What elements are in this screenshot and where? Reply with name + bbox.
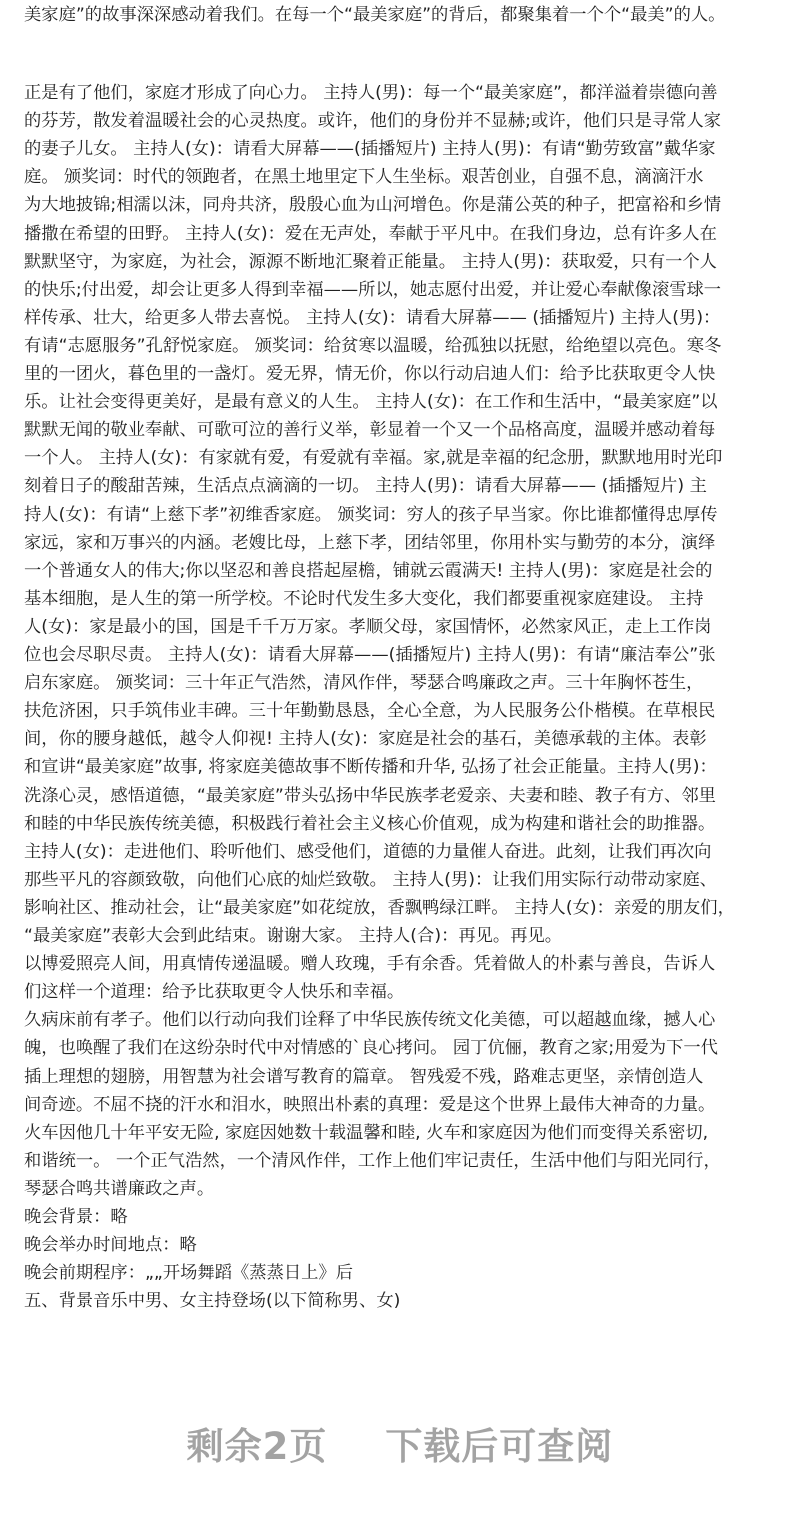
- text-line: 里的一团火，暮色里的一盏灯。爱无界，情无价，你以行动启迪人们：给予比获取更令人快: [24, 364, 716, 384]
- download-hint-label: 下载后可查阅: [385, 1425, 614, 1468]
- text-line: 们这样一个道理：给予比获取更令人快乐和幸福。: [24, 982, 405, 1003]
- remaining-pages-banner[interactable]: [0, 1416, 800, 1472]
- text-line: 久病床前有孝子。他们以行动向我们诠释了中华民族传统文化美德，可以超越血缘，撼人心: [24, 1010, 716, 1031]
- text-line: 五、背景音乐中男、女主持登场(以下简称男、女): [24, 1291, 401, 1312]
- text-line: 正是有了他们，家庭才形成了向心力。 主持人(男)：每一个“最美家庭”，都洋溢着崇德向善: [24, 83, 718, 103]
- text-line: 间奇迹。不屈不挠的汗水和泪水，映照出朴素的真理：爱是这个世界上最伟大神奇的力量。: [24, 1094, 716, 1115]
- text-line: 和宣讲“最美家庭”故事, 将家庭美德故事不断传播和升华, 弘扬了社会正能量。主持人(男)：: [24, 757, 717, 778]
- text-line: 洗涤心灵，感悟道德，“最美家庭”带头弘扬中华民族孝老爱亲、夫妻和睦、教子有方、邻里: [24, 785, 716, 806]
- text-line: 主持人(女)：走进他们、聆听他们、感受他们，道德的力量催人奋进。此刻，让我们再次向: [24, 841, 712, 862]
- text-line: 为大地披锦;相濡以沫，同舟共济，殷殷心血为山河增色。你是蒲公英的种子，把富裕和乡情: [24, 195, 722, 216]
- remaining-pages-label: 剩余2页: [186, 1425, 328, 1468]
- text-line: 美家庭”的故事深深感动着我们。在每一个“最美家庭”的背后，都聚集着一个个“最美”的人。: [24, 5, 726, 25]
- text-line: 扶危济困，只手筑伟业丰碑。三十年勤勤恳恳，全心全意，为人民服务公仆楷模。在草根民: [24, 701, 716, 722]
- text-line: 一个人。 主持人(女)：有家就有爱，有爱就有幸福。家,就是幸福的纪念册，默默地用时光印: [24, 448, 723, 469]
- text-line: 那些平凡的容颜致敬，向他们心底的灿烂致敬。 主持人(男)：让我们用实际行动带动家庭、: [24, 869, 717, 890]
- text-line: 默默无闻的敬业奉献、可歌可泣的善行义举，彰显着一个又一个品格高度，温暖并感动着每: [24, 420, 716, 441]
- text-line: 火车因他几十年平安无险, 家庭因她数十载温馨和睦, 火车和家庭因为他们而变得关系密切,: [24, 1122, 709, 1143]
- text-line: 魄，也唤醒了我们在这纷杂时代中对情感的`良心拷问。 园丁伉俪，教育之家;用爱为下一代: [24, 1038, 718, 1059]
- text-line: 的快乐;付出爱，却会让更多人得到幸福——所以，她志愿付出爱，并让爱心奉献像滚雪球一: [24, 279, 722, 300]
- text-line: 播撒在希望的田野。 主持人(女)：爱在无声处，奉献于平凡中。在我们身边，总有许多人在: [24, 223, 717, 244]
- text-line: 影响社区、推动社会，让“最美家庭”如花绽放，香飘鸭绿江畔。 主持人(女)：亲爱的朋友们，: [24, 897, 735, 918]
- text-line: 和睦的中华民族传统美德，积极践行着社会主义核心价值观，成为构建和谐社会的助推器。: [24, 813, 716, 834]
- text-line: 琴瑟合鸣共谱廉政之声。: [24, 1178, 215, 1199]
- text-line: 的芬芳，散发着温暖社会的心灵热度。或许，他们的身份并不显赫;或许，他们只是寻常人家: [24, 111, 722, 132]
- text-line: 以博爱照亮人间，用真情传递温暖。赠人玫瑰，手有余香。凭着做人的朴素与善良，告诉人: [24, 954, 716, 975]
- text-line: 人(女)：家是最小的国，国是千千万万家。孝顺父母，家国情怀，必然家风正，走上工作岗: [24, 616, 712, 637]
- text-line: 基本细胞，是人生的第一所学校。不论时代发生多大变化，我们都要重视家庭建设。 主持: [24, 588, 704, 609]
- text-line: 的妻子儿女。 主持人(女)：请看大屏幕——(插播短片) 主持人(男)：有请“勤劳致富”戴华家: [24, 139, 716, 160]
- text-line: 晚会举办时间地点：略: [24, 1235, 197, 1256]
- text-line: 位也会尽职尽责。 主持人(女)：请看大屏幕——(插播短片) 主持人(男)：有请“廉洁奉公”张: [24, 645, 716, 665]
- text-line: 和谐统一。 一个正气浩然，一个清风作伴，工作上他们牢记责任，生活中他们与阳光同行，: [24, 1150, 721, 1171]
- text-line: 晚会背景：略: [24, 1207, 128, 1227]
- text-line: 晚会前期程序：„„开场舞蹈《蒸蒸日上》后: [24, 1263, 353, 1284]
- text-line: “最美家庭”表彰大会到此结束。谢谢大家。 主持人(合)：再见。再见。: [24, 926, 563, 946]
- text-line: 乐。让社会变得更美好，是最有意义的人生。 主持人(女)：在工作和生活中，“最美家庭”以: [24, 392, 718, 413]
- text-line: 持人(女)：有请“上慈下孝”初维香家庭。 颁奖词：穷人的孩子早当家。你比谁都懂得忠厚传: [24, 504, 718, 525]
- text-line: 样传承、壮大，给更多人带去喜悦。 主持人(女)：请看大屏幕—— (插播短片) 主持人(男)：: [24, 307, 721, 328]
- text-line: 插上理想的翅膀，用智慧为社会谱写教育的篇章。 智残爱不残，路难志更坚，亲情创造人: [24, 1066, 704, 1087]
- text-line: 默默坚守，为家庭，为社会，源源不断地汇聚着正能量。 主持人(男)：获取爱，只有一个人: [24, 251, 717, 272]
- text-line: 家远，家和万事兴的内涵。老嫂比母，上慈下孝，团结邻里，你用朴实与勤劳的本分，演绎: [24, 532, 716, 553]
- text-line: 启东家庭。 颁奖词：三十年正气浩然，清风作伴，琴瑟合鸣廉政之声。三十年胸怀苍生，: [24, 673, 704, 694]
- text-line: 刻着日子的酸甜苦辣，生活点点滴滴的一切。 主持人(男)：请看大屏幕—— (插播短片) 主: [24, 476, 707, 497]
- text-line: 一个普通女人的伟大;你以坚忍和善良搭起屋檐，铺就云霞满天! 主持人(男)：家庭是社会的: [24, 560, 713, 581]
- text-line: 有请“志愿服务”孔舒悦家庭。 颁奖词：给贫寒以温暖，给孤独以抚慰，给绝望以亮色。寒冬: [24, 335, 722, 356]
- text-line: 间，你的腰身越低，越令人仰视! 主持人(女)：家庭是社会的基石，美德承载的主体。表彰: [24, 729, 707, 750]
- text-line: 庭。 颁奖词：时代的领跑者，在黑土地里定下人生坐标。艰苦创业，自强不息，滴滴汗水: [24, 167, 704, 188]
